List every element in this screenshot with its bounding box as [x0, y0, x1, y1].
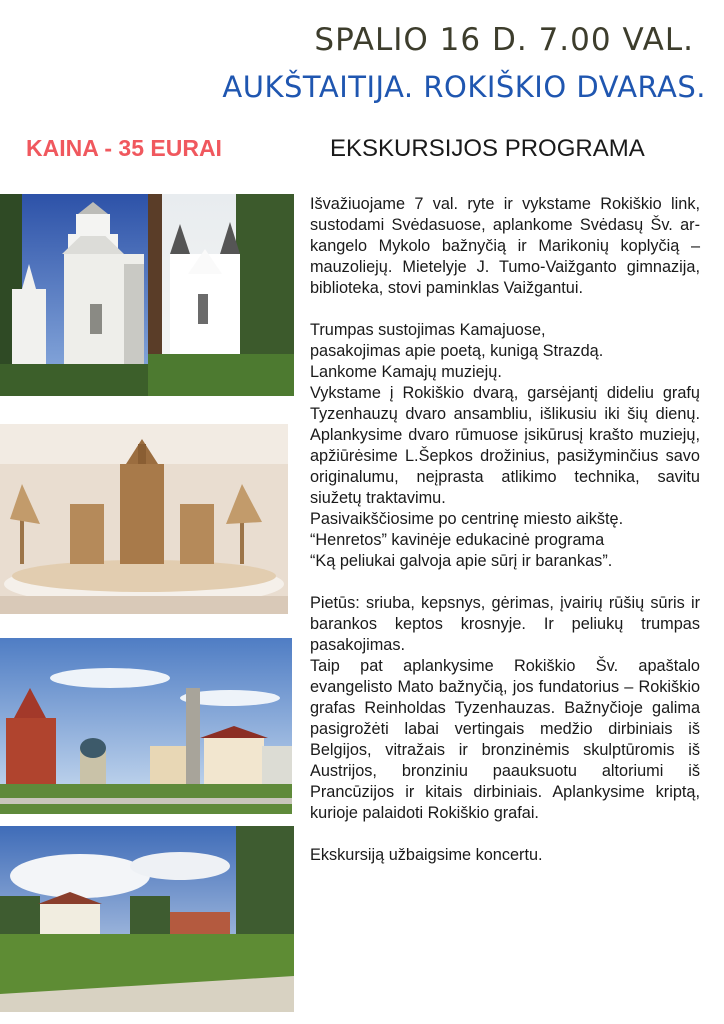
photo-town-square — [0, 638, 292, 814]
paragraph-lunch: Pietūs: sriuba, kepsnys, gėrimas, įvairių rūšių sūris ir barankos keptos krosnyje. Ir peliukų trumpas pasakojimas. — [310, 594, 700, 654]
paragraph-square-walk: Pasivaikščiosime po centrinę miesto aikštę. — [310, 510, 624, 528]
header-date-time: SPALIO 16 D. 7.00 VAL. — [314, 22, 694, 58]
paragraph-manor: Vykstame į Rokiškio dvarą, garsėjantį dideliu grafų Tyzenhauzų dvaro ansambliu, išlikusiu iki šių dienų. Aplankysime dvaro rūmuose įsikūrusį krašto muziejų, apžiūrėsime L.Šepkos drožinius, pasižyminčius savo originalumu, neįprasta atlikimo technika, savitu siužetų traktavimu. — [310, 384, 700, 507]
paragraph-church: Taip pat aplankysime Rokiškio Šv. apaštalo evangelisto Mato bažnyčią, jos fundatorius – Rokiškio grafas Reinholdas Tyzenhauzas. Bažnyčioje galima pasigrožėti labai vertingais medžio dirbiniais iš Belgijos, vitražais ir bronzinėmis skulptūromis iš Austrijos, bronziniu paauksuotu altoriumi iš Prancūzijos ir kitais dirbiniais. Aplankysime kriptą, kurioje palaidoti Rokiškio grafai. — [310, 657, 700, 822]
paragraph-cafe-program: “Ką peliukai galvoja apie sūrį ir barankas”. — [310, 552, 613, 570]
photo-museum-carvings — [0, 424, 288, 614]
paragraph-kamajai-museum: Lankome Kamajų muziejų. — [310, 363, 502, 381]
price-label: KAINA - 35 EURAI — [26, 135, 222, 161]
photo-manor — [0, 826, 294, 1012]
paragraph-kamajai-stop: Trumpas sustojimas Kamajuose, — [310, 321, 546, 339]
paragraph-concert: Ekskursiją užbaigsime koncertu. — [310, 846, 543, 864]
paragraph-cafe: “Henretos” kavinėje edukacinė programa — [310, 531, 605, 549]
photo-churches — [0, 194, 294, 396]
program-text — [310, 194, 700, 866]
header-destination: AUKŠTAITIJA. ROKIŠKIO DVARAS. — [222, 70, 706, 104]
paragraph-strazdas: pasakojimas apie poetą, kunigą Strazdą. — [310, 342, 604, 360]
program-title: EKSKURSIJOS PROGRAMA — [330, 135, 645, 162]
paragraph-departure: Išvažiuojame 7 val. ryte ir vykstame Rokiškio link, sustodami Svėdasuose, aplankome Svėdasų Šv. ar-kangelo Mykolo bažnyčią ir Marikonių koplyčią – mauzoliejų. Mietelyje J. Tumo-Vaižganto gimnazija, biblioteka, stovi paminklas Vaižgantui. — [310, 195, 700, 297]
